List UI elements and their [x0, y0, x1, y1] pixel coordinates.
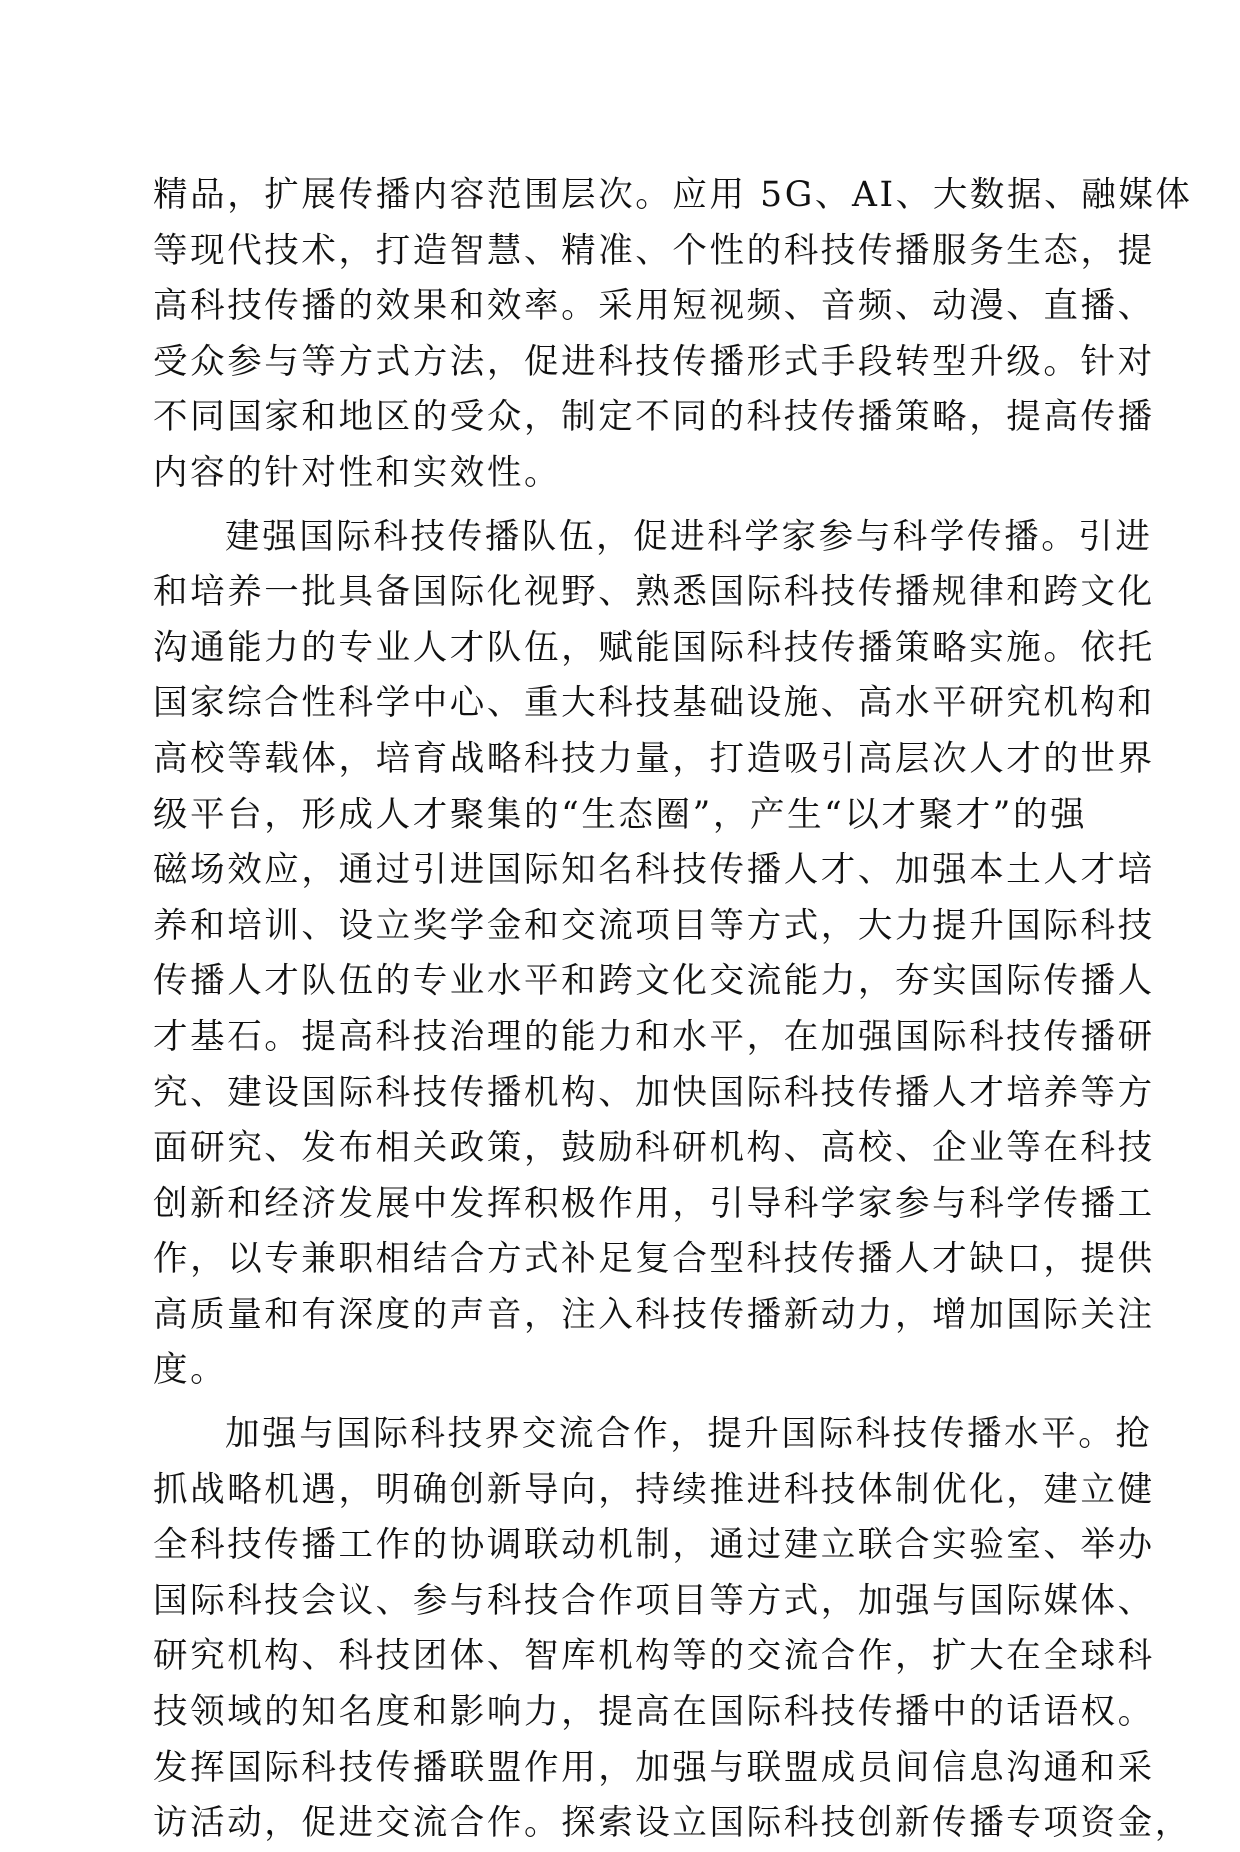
text-line: 高科技传播的效果和效率。采用短视频、音频、动漫、直播、 [153, 286, 1155, 327]
text-line: 磁场效应，通过引进国际知名科技传播人才、加强本土人才培 [153, 850, 1155, 891]
paragraph-content-expansion [153, 168, 1193, 502]
paragraph-gap [153, 502, 1073, 510]
text-line: 度。 [153, 1350, 228, 1391]
text-line: 作，以专兼职相结合方式补足复合型科技传播人才缺口，提供 [153, 1239, 1155, 1280]
text-line: 和培养一批具备国际化视野、熟悉国际科技传播规律和跨文化 [153, 572, 1155, 613]
text-line: 加强与国际科技界交流合作，提升国际科技传播水平。抢 [225, 1414, 1153, 1455]
text-line: 发挥国际科技传播联盟作用，加强与联盟成员间信息沟通和采 [153, 1747, 1155, 1788]
paragraph-talent-team [153, 510, 1155, 1400]
text-line: 级平台，形成人才聚集的“生态圈”，产生“以才聚才”的强 [153, 794, 1088, 835]
text-line: 高校等载体，培育战略科技力量，打造吸引高层次人才的世界 [153, 738, 1155, 779]
text-line: 访活动，促进交流合作。探索设立国际科技创新传播专项资金， [153, 1803, 1192, 1844]
text-line: 精品，扩展传播内容范围层次。应用 5G、AI、大数据、融媒体 [153, 175, 1193, 215]
paragraph-gap [153, 1399, 1073, 1407]
text-line: 抓战略机遇，明确创新导向，持续推进科技体制优化，建立健 [153, 1469, 1155, 1510]
text-line: 内容的针对性和实效性。 [153, 452, 562, 493]
text-line: 国际科技会议、参与科技合作项目等方式，加强与国际媒体、 [153, 1580, 1155, 1621]
paragraph-international-cooperation [153, 1407, 1192, 1852]
text-line: 技领域的知名度和影响力，提高在国际科技传播中的话语权。 [153, 1692, 1155, 1733]
text-line: 究、建设国际科技传播机构、加快国际科技传播人才培养等方 [153, 1072, 1155, 1113]
text-line: 受众参与等方式方法，促进科技传播形式手段转型升级。针对 [153, 341, 1155, 382]
text-line: 全科技传播工作的协调联动机制，通过建立联合实验室、举办 [153, 1525, 1155, 1566]
text-line: 创新和经济发展中发挥积极作用，引导科学家参与科学传播工 [153, 1183, 1155, 1224]
text-line: 等现代技术，打造智慧、精准、个性的科技传播服务生态，提 [153, 230, 1155, 271]
body-text [153, 168, 1193, 1852]
text-line: 高质量和有深度的声音，注入科技传播新动力，增加国际关注 [153, 1294, 1155, 1335]
text-line: 研究机构、科技团体、智库机构等的交流合作，扩大在全球科 [153, 1636, 1155, 1677]
text-line: 沟通能力的专业人才队伍，赋能国际科技传播策略实施。依托 [153, 627, 1155, 668]
text-line: 才基石。提高科技治理的能力和水平，在加强国际科技传播研 [153, 1016, 1155, 1057]
text-line: 国家综合性科学中心、重大科技基础设施、高水平研究机构和 [153, 683, 1155, 724]
text-line: 传播人才队伍的专业水平和跨文化交流能力，夯实国际传播人 [153, 961, 1155, 1002]
text-line: 建强国际科技传播队伍，促进科学家参与科学传播。引进 [225, 516, 1153, 557]
text-line: 不同国家和地区的受众，制定不同的科技传播策略，提高传播 [153, 397, 1155, 438]
text-line: 养和培训、设立奖学金和交流项目等方式，大力提升国际科技 [153, 905, 1155, 946]
text-line: 面研究、发布相关政策，鼓励科研机构、高校、企业等在科技 [153, 1128, 1155, 1169]
